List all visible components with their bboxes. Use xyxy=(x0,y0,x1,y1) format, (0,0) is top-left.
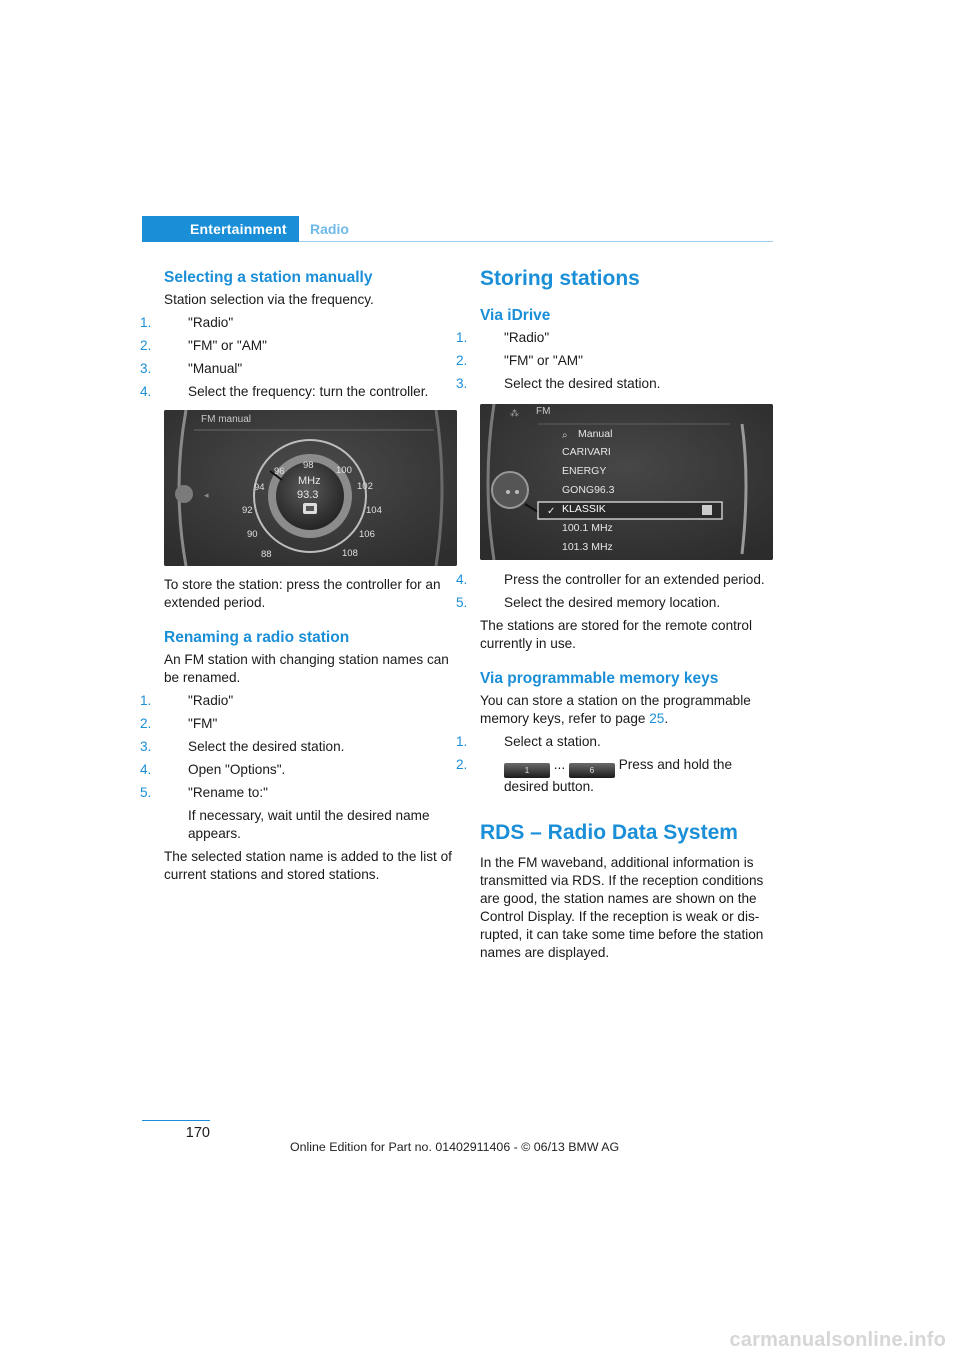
freq-unit: MHz xyxy=(298,475,321,487)
left-column xyxy=(140,268,460,401)
fm-list-screenshot xyxy=(480,404,773,560)
list-item: 2. 1 ... 6 Press and hold the desired button. xyxy=(456,757,733,794)
memkeys-intro: You can store a station on the programmable memory keys, refer to page 25. xyxy=(480,693,751,726)
heading-storing: Storing stations xyxy=(480,267,640,290)
rename-intro: An FM station with changing station names can be renamed. xyxy=(164,652,449,685)
manual-after: To store the station: press the controller for an extended period. xyxy=(164,577,441,610)
manual-intro: Station selection via the frequency. xyxy=(164,292,374,307)
list-item-selected: KLASSIK xyxy=(562,503,606,515)
scale-92: 92 xyxy=(242,505,253,516)
right-column xyxy=(456,266,776,393)
list-item: 1. "Radio" xyxy=(140,693,234,708)
list-item: 101.3 MHz xyxy=(562,541,613,553)
rename-after: The selected station name is added to the list of current stations and stored stations. xyxy=(164,849,452,882)
scale-98: 98 xyxy=(303,460,314,471)
svg-text:◂: ◂ xyxy=(204,491,209,501)
header-rule xyxy=(299,241,773,242)
scale-100: 100 xyxy=(336,465,352,476)
list-item: 4. Open "Options". xyxy=(140,762,286,777)
watermark: carmanualsonline.info xyxy=(729,1329,946,1351)
list-item: 1. Select a station. xyxy=(456,734,601,749)
list-item: 3. Select the desired station. xyxy=(456,376,661,391)
list-item: 1. "Radio" xyxy=(456,330,550,345)
rds-text: In the FM waveband, additional information is transmitted via RDS. If the reception conditions are good, the station names are shown on the Control Display. If the reception is weak or dis-rupted, it can take some time before the station names are displayed. xyxy=(480,855,764,960)
heading-memkeys: Via programmable memory keys xyxy=(480,670,719,687)
heading-manual: Selecting a station manually xyxy=(164,269,373,286)
list-item: 4. Select the frequency: turn the controller. xyxy=(140,384,429,399)
footer-text: Online Edition for Part no. 01402911406 - © 06/13 BMW AG xyxy=(290,1140,620,1154)
scale-104: 104 xyxy=(366,505,382,516)
page-number: 170 xyxy=(185,1125,210,1141)
scale-88: 88 xyxy=(261,549,272,560)
list-item: 1. "Radio" xyxy=(140,315,234,330)
rename-note: If necessary, wait until the desired name appears. xyxy=(188,808,430,841)
scale-90: 90 xyxy=(247,529,258,540)
page-number-rule xyxy=(142,1120,210,1121)
list-item: 3. Select the desired station. xyxy=(140,739,345,754)
freq-value: 93.3 xyxy=(297,489,319,501)
heading-idrive: Via iDrive xyxy=(480,307,551,324)
section-title: Entertainment xyxy=(190,221,287,237)
scale-106: 106 xyxy=(359,529,375,540)
list-item: 5. "Rename to:" xyxy=(140,785,268,800)
svg-text:✓: ✓ xyxy=(547,506,556,517)
list-item: 3. "Manual" xyxy=(140,361,243,376)
idrive-after: The stations are stored for the remote control currently in use. xyxy=(480,618,753,651)
scale-94: 94 xyxy=(254,482,265,493)
subsection-title: Radio xyxy=(310,221,349,237)
heading-rds: RDS – Radio Data System xyxy=(480,821,738,844)
screen-title: FM xyxy=(536,406,551,417)
page-link[interactable]: 25 xyxy=(649,711,665,726)
list-item: 2. "FM" or "AM" xyxy=(456,353,583,368)
section-tab xyxy=(142,216,299,242)
svg-text:⌕: ⌕ xyxy=(562,430,568,441)
list-item: ENERGY xyxy=(562,465,607,477)
fm-manual-screenshot xyxy=(164,410,457,566)
scale-102: 102 xyxy=(357,481,373,492)
list-item: 4. Press the controller for an extended period. xyxy=(456,572,765,587)
list-item: Manual xyxy=(578,428,613,440)
scale-108: 108 xyxy=(342,548,358,559)
memory-key-icon: 1 xyxy=(504,763,550,778)
list-item: CARIVARI xyxy=(562,446,611,458)
right-column-lower xyxy=(456,571,776,962)
screen-title: FM manual xyxy=(201,414,252,425)
list-item: 2. "FM" or "AM" xyxy=(140,338,267,353)
scale-96: 96 xyxy=(274,466,285,477)
svg-text:⁂: ⁂ xyxy=(510,409,519,419)
heading-rename: Renaming a radio station xyxy=(164,629,350,646)
left-column-lower xyxy=(140,576,460,884)
list-item: 2. "FM" xyxy=(140,716,218,731)
memory-key-icon: 6 xyxy=(569,763,615,778)
list-item: 5. Select the desired memory location. xyxy=(456,595,721,610)
list-item: 100.1 MHz xyxy=(562,522,613,534)
list-item: GONG96.3 xyxy=(562,484,615,496)
